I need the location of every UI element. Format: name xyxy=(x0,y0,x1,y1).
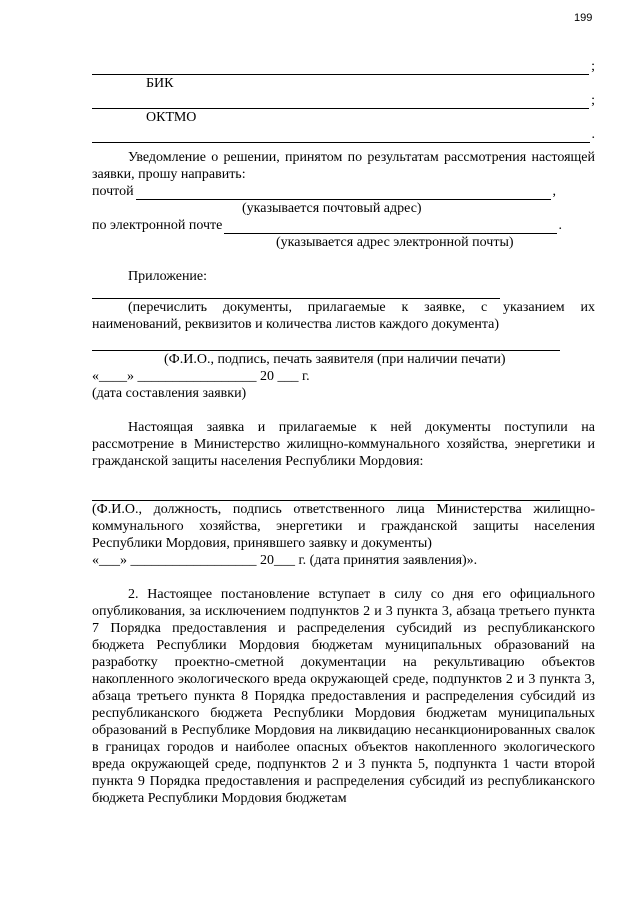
mail-line xyxy=(92,183,556,200)
underline xyxy=(92,96,589,109)
blank-line-1 xyxy=(92,58,595,75)
line-end: ; xyxy=(591,93,595,108)
notify-paragraph: Уведомление о решении, принятом по результатам рассмотрения настоящей заявки, прошу направить: xyxy=(92,150,595,182)
date-line-1: «____» _________________ 20 ___ г. xyxy=(92,369,310,384)
applicant-underline xyxy=(92,337,560,351)
official-hint: (Ф.И.О., должность, подпись ответственного лица Министерства жилищно-коммунального хозяйства, энергетики и гражданской защиты населения Республики Мордовия, принявшего заявку и документы) xyxy=(92,502,595,551)
attachment-label: Приложение: xyxy=(128,269,208,284)
email-label: по электронной почте xyxy=(92,218,223,233)
body-paragraph: 2. Настоящее постановление вступает в силу со дня его официального опубликования, за исключением подпунктов 2 и 3 пункта 3, абзаца третьего пункта 7 Порядка предоставления и распределения субсидий из республиканского бюджета Республики Мордовия бюджетам муниципальных образований на разработку проектно-сметной документации на рекультивацию объектов накопленного экологического вреда окружающей среде, подпунктов 2 и 3 пункта 3, абзаца третьего пункта 8 Порядка предоставления и распределения субсидий из республиканского бюджета Республики Мордовия бюджетам муниципальных образований в Республике Мордовия на ликвидацию несанкционированных свалок в границах городов и наиболее опасных объектов накопленного экологического вреда окружающей среде, подпунктов 2 и 3 пункта 5, подпункта 1 части второй пункта 9 Порядка предоставления и распределения субсидий из республиканского бюджета Республики Мордовия бюджетам xyxy=(92,587,595,806)
bik-label: БИК xyxy=(146,76,174,91)
page-number: 199 xyxy=(574,12,593,24)
date-hint-1: (дата составления заявки) xyxy=(92,386,247,401)
underline xyxy=(224,221,556,234)
oktmo-label: ОКТМО xyxy=(146,110,197,125)
date-line-2: «___» __________________ 20___ г. (дата принятия заявления)». xyxy=(92,553,478,568)
underline xyxy=(136,187,551,200)
blank-line-3 xyxy=(92,126,595,143)
underline xyxy=(92,62,589,75)
received-paragraph: Настоящая заявка и прилагаемые к ней документы поступили на рассмотрение в Министерство жилищно-коммунального хозяйства, энергетики и гражданской защиты населения Республики Мордовия: xyxy=(92,420,595,469)
attachment-underline xyxy=(92,285,500,299)
email-end: . xyxy=(558,218,562,233)
email-line xyxy=(92,217,562,234)
applicant-hint: (Ф.И.О., подпись, печать заявителя (при наличии печати) xyxy=(164,352,506,367)
line-end: . xyxy=(591,127,595,142)
email-hint: (указывается адрес электронной почты) xyxy=(276,235,514,250)
application-form xyxy=(92,58,595,807)
blank-line-2 xyxy=(92,92,595,109)
official-underline xyxy=(92,487,560,501)
mail-label: почтой xyxy=(92,184,134,199)
attachment-hint: (перечислить документы, прилагаемые к заявке, с указанием их наименований, реквизитов и количества листов каждого документа) xyxy=(92,300,595,332)
underline xyxy=(92,130,590,143)
line-end: ; xyxy=(591,59,595,74)
mail-end: , xyxy=(552,184,556,199)
mail-hint: (указывается почтовый адрес) xyxy=(242,201,422,216)
